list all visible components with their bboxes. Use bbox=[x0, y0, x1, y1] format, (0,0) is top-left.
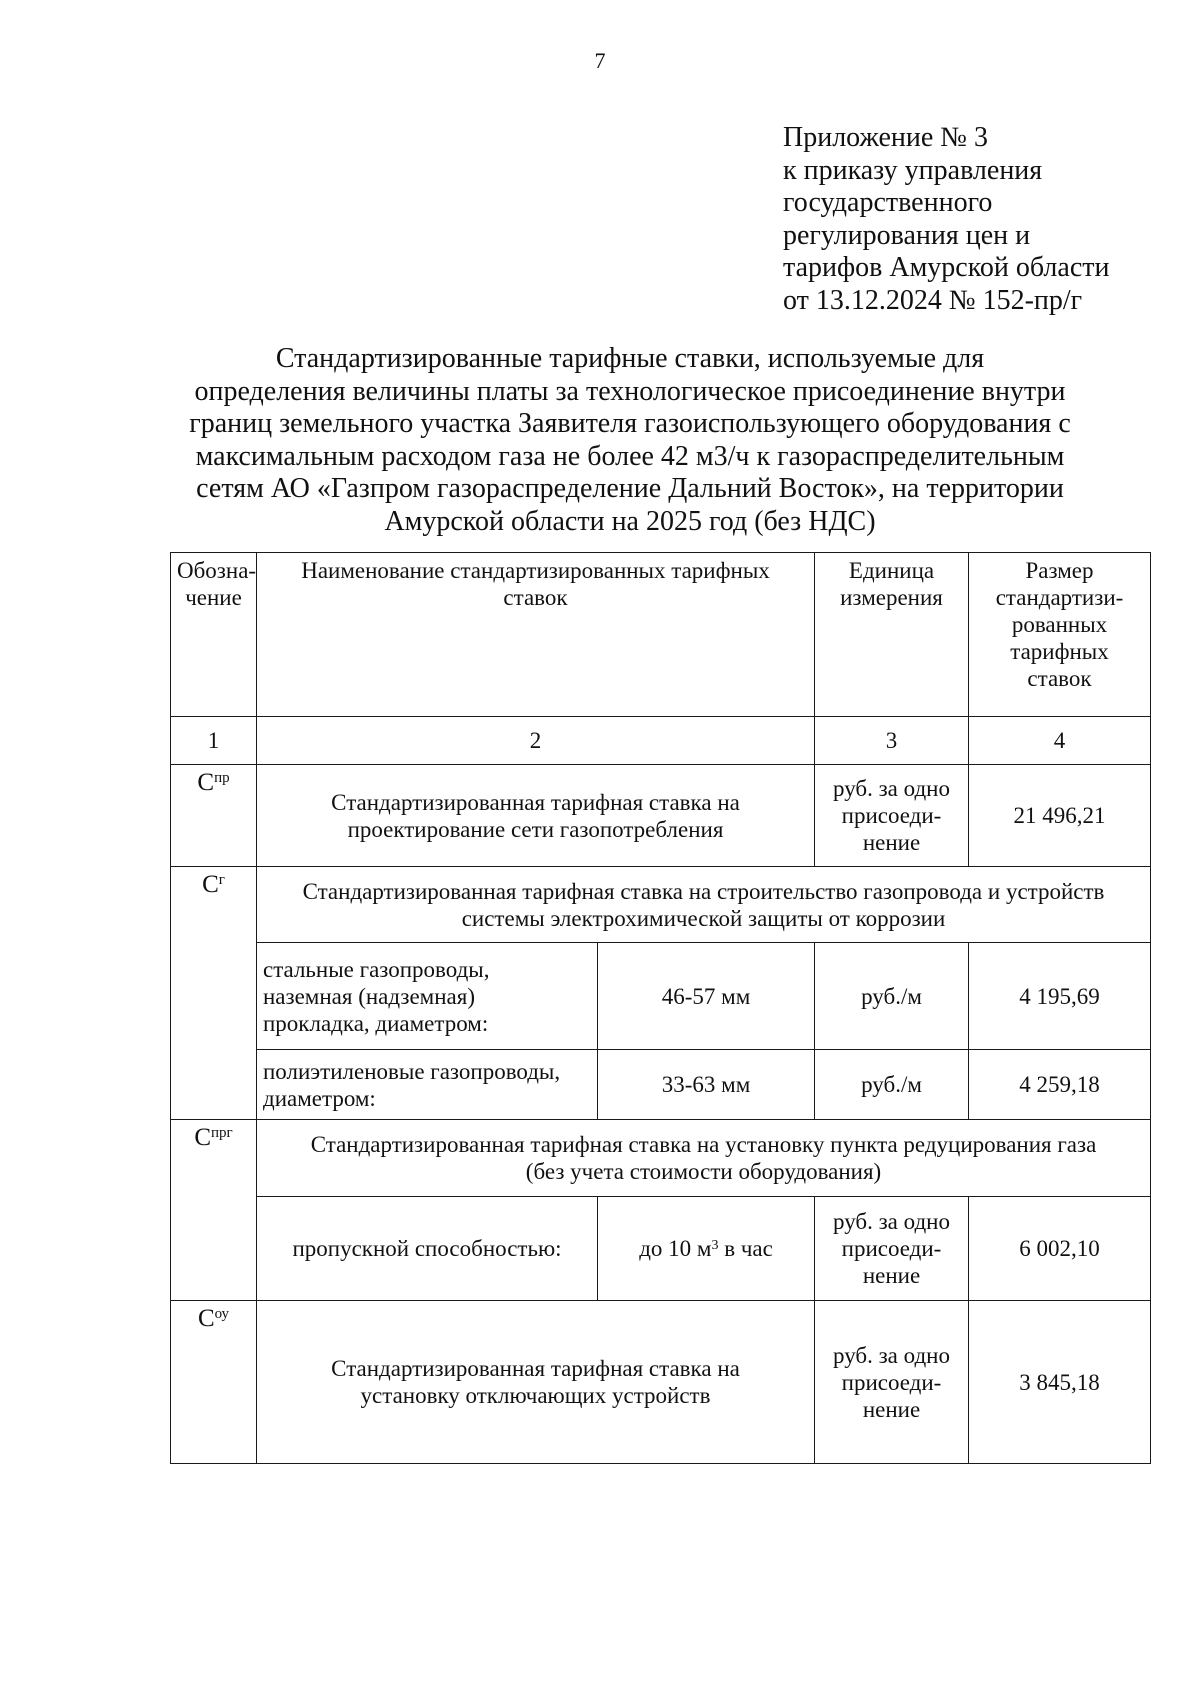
item-desc: стальные газопроводы, наземная (надземная) прокладка, диаметром: bbox=[257, 943, 598, 1050]
page-number: 7 bbox=[594, 48, 606, 73]
header-size: Размер стандартизи- рованных тарифных ставок bbox=[969, 553, 1151, 717]
symbol-letter: С bbox=[202, 871, 219, 898]
tariff-table bbox=[170, 552, 1151, 1464]
capacity-suffix: в час bbox=[718, 1236, 773, 1261]
item-desc: пропускной способностью: bbox=[257, 1197, 598, 1301]
item-desc: полиэтиленовые газопроводы, диаметром: bbox=[257, 1050, 598, 1120]
symbol-reduction bbox=[171, 1120, 257, 1301]
symbol-superscript: пр bbox=[214, 770, 230, 786]
rate-unit-design: руб. за одно присоеди- нение bbox=[815, 765, 969, 867]
title-line: Амурской области на 2025 год (без НДС) bbox=[384, 505, 876, 537]
title-line: определения величины платы за технологическое присоединение внутри bbox=[194, 375, 1066, 407]
table-row-capacity bbox=[171, 1197, 1151, 1301]
item-value: 4 259,18 bbox=[969, 1050, 1151, 1120]
appendix-line: тарифов Амурской области bbox=[783, 252, 1110, 283]
symbol-design bbox=[171, 765, 257, 867]
symbol-superscript: прг bbox=[211, 1125, 233, 1141]
appendix-line: государственного bbox=[783, 187, 993, 218]
title-line: Стандартизированные тарифные ставки, используемые для bbox=[275, 343, 985, 374]
title-line: границ земельного участка Заявителя газоиспользующего оборудования с bbox=[189, 408, 1071, 439]
table-row-design bbox=[171, 765, 1151, 867]
table-row-shutoff bbox=[171, 1301, 1151, 1464]
rate-name-shutoff: Стандартизированная тарифная ставка на установку отключающих устройств bbox=[257, 1301, 815, 1464]
table-row-reduction-header bbox=[171, 1120, 1151, 1197]
appendix-line: к приказу управления bbox=[783, 154, 1043, 186]
table-header-row bbox=[171, 553, 1151, 717]
symbol-superscript: оу bbox=[214, 1306, 230, 1322]
appendix-line: Приложение № 3 bbox=[783, 122, 988, 153]
symbol-superscript: г bbox=[218, 872, 225, 888]
rate-name-design: Стандартизированная тарифная ставка на проектирование сети газопотребления bbox=[257, 765, 815, 867]
symbol-letter: С bbox=[197, 769, 215, 796]
item-diameter: 46-57 мм bbox=[598, 943, 815, 1050]
column-number-row bbox=[171, 717, 1151, 765]
rate-value-design: 21 496,21 bbox=[969, 765, 1151, 867]
table-row-construction-header bbox=[171, 867, 1151, 943]
item-unit: руб. за одно присоеди- нение bbox=[815, 1197, 969, 1301]
appendix-note bbox=[783, 122, 1109, 317]
column-number: 3 bbox=[815, 717, 969, 765]
item-diameter: 33-63 мм bbox=[598, 1050, 815, 1120]
header-unit: Единица измерения bbox=[815, 553, 969, 717]
item-capacity bbox=[598, 1197, 815, 1301]
column-number: 2 bbox=[257, 717, 815, 765]
column-number: 4 bbox=[969, 717, 1151, 765]
document-title bbox=[150, 343, 1110, 538]
item-unit: руб./м bbox=[815, 943, 969, 1050]
rate-unit-shutoff: руб. за одно присоеди- нение bbox=[815, 1301, 969, 1464]
symbol-letter: С bbox=[197, 1305, 215, 1332]
column-number: 1 bbox=[171, 717, 257, 765]
item-value: 4 195,69 bbox=[969, 943, 1151, 1050]
title-line: максимальным расходом газа не более 42 м3/ч к газораспределительным bbox=[195, 440, 1065, 472]
item-unit: руб./м bbox=[815, 1050, 969, 1120]
symbol-shutoff bbox=[171, 1301, 257, 1464]
capacity-prefix: до 10 м bbox=[639, 1236, 712, 1261]
rate-value-shutoff: 3 845,18 bbox=[969, 1301, 1151, 1464]
capacity-superscript: 3 bbox=[711, 1238, 719, 1253]
symbol-construction bbox=[171, 867, 257, 1120]
item-value: 6 002,10 bbox=[969, 1197, 1151, 1301]
rate-name-construction: Стандартизированная тарифная ставка на строительство газопровода и устройств системы электрохимической защиты от коррозии bbox=[257, 867, 1151, 943]
header-name: Наименование стандартизированных тарифных ставок bbox=[257, 553, 815, 717]
table-row-polyethylene bbox=[171, 1050, 1151, 1120]
table-row-steel bbox=[171, 943, 1151, 1050]
header-designation: Обозна- чение bbox=[171, 553, 257, 717]
symbol-letter: С bbox=[194, 1124, 211, 1151]
appendix-line: от 13.12.2024 № 152-пр/г bbox=[783, 284, 1083, 316]
title-line: сетям АО «Газпром газораспределение Дальний Восток», на территории bbox=[196, 473, 1064, 504]
rate-name-reduction: Стандартизированная тарифная ставка на установку пункта редуцирования газа (без учета стоимости оборудования) bbox=[257, 1120, 1151, 1197]
appendix-line: регулирования цен и bbox=[783, 219, 1031, 251]
